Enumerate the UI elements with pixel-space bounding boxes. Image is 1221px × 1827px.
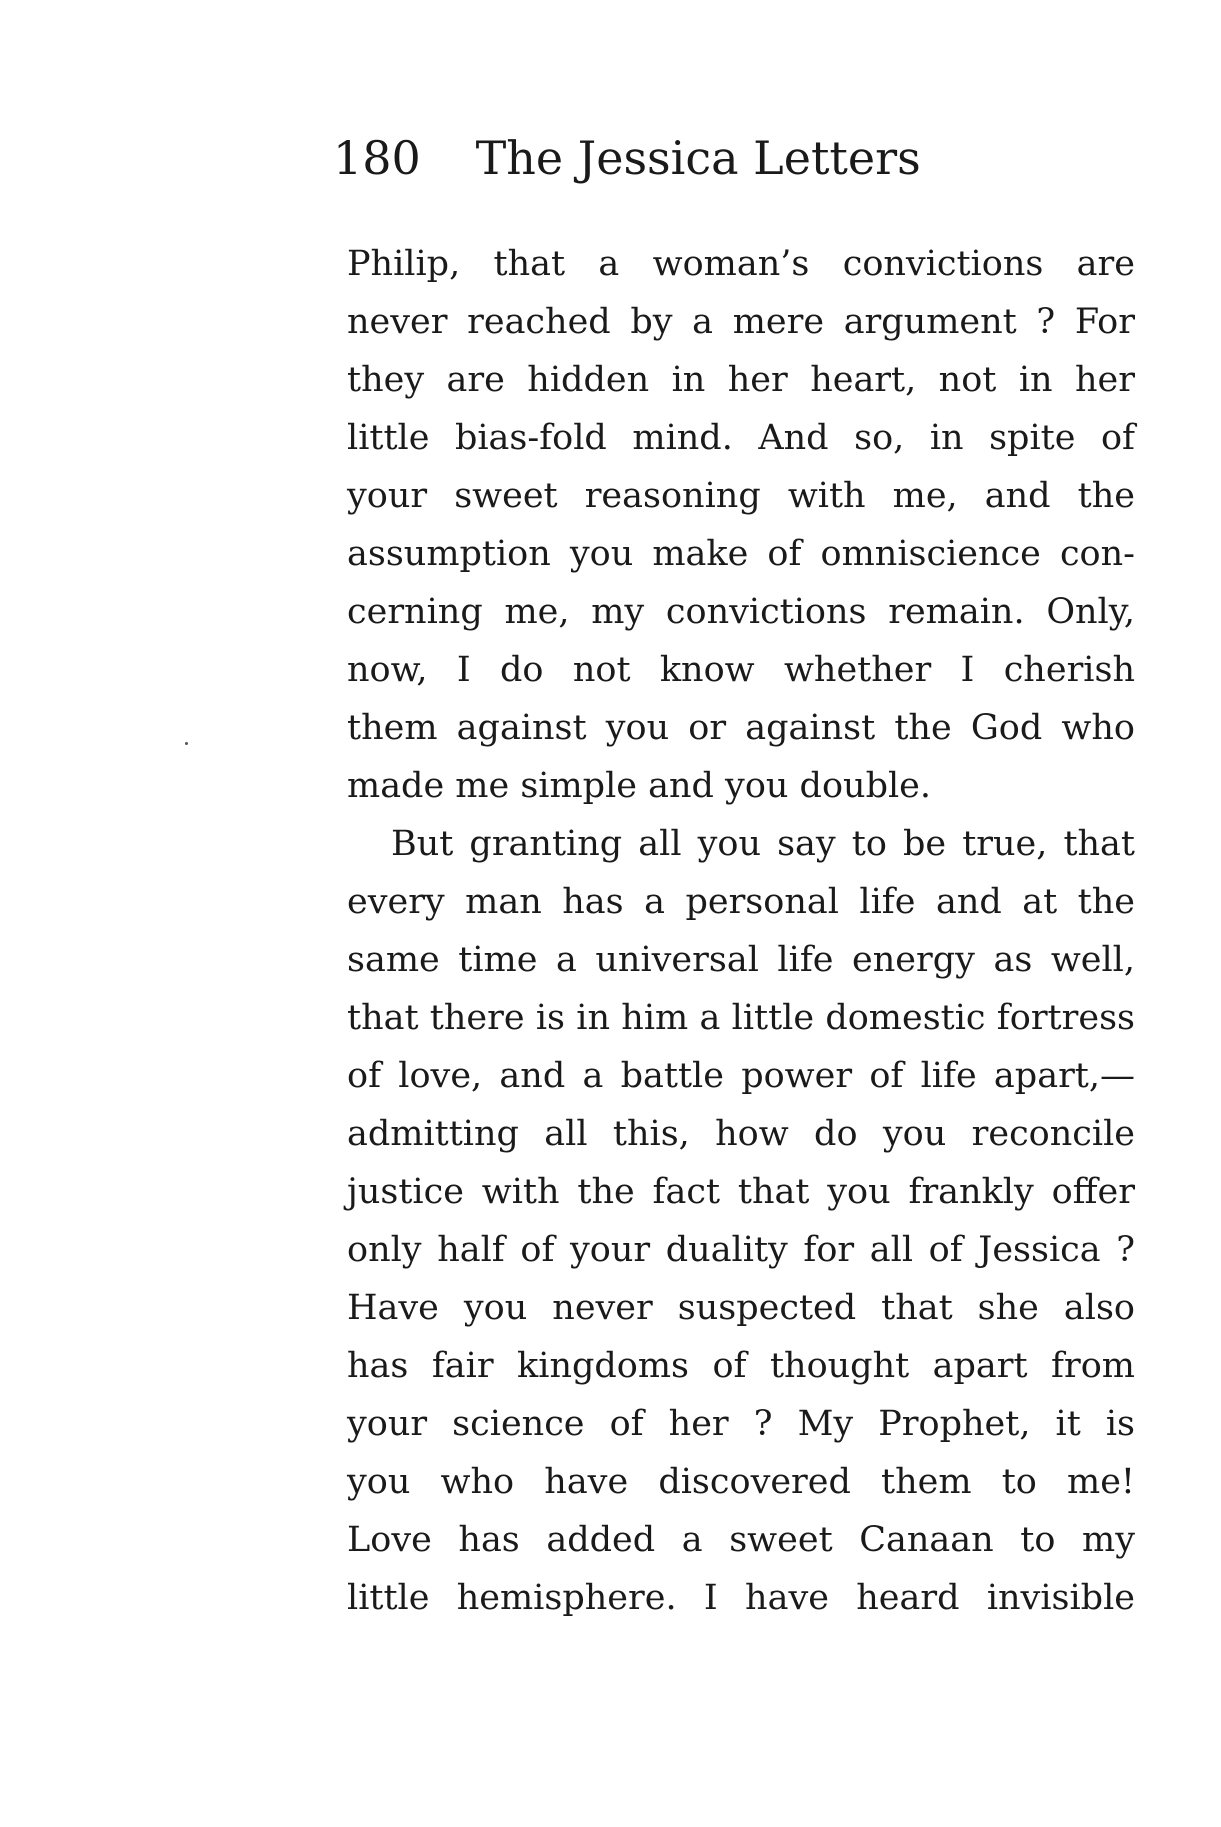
text-line: your sweet reasoning with me, and the (347, 476, 1135, 516)
text-line: But granting all you say to be true, that (391, 824, 1135, 864)
text-line: cerning me, my convictions remain. Only, (347, 592, 1135, 632)
running-head (333, 128, 973, 188)
text-line: never reached by a mere argument ? For (347, 302, 1135, 342)
text-line: of love, and a battle power of life apart,— (347, 1056, 1135, 1096)
text-line: Love has added a sweet Canaan to my (347, 1520, 1135, 1560)
page-number: 180 (333, 131, 421, 185)
text-line: little bias-fold mind. And so, in spite of (347, 418, 1135, 458)
text-line: admitting all this, how do you reconcile (347, 1114, 1135, 1154)
text-line: your science of her ? My Prophet, it is (347, 1404, 1135, 1444)
text-line: Have you never suspected that she also (347, 1288, 1135, 1328)
text-line: them against you or against the God who (347, 708, 1135, 748)
text-line: you who have discovered them to me! (347, 1462, 1135, 1502)
body-text (347, 235, 1135, 1627)
text-line: now, I do not know whether I cherish (347, 650, 1135, 690)
text-line: little hemisphere. I have heard invisible (347, 1578, 1135, 1618)
text-line: that there is in him a little domestic fortress (347, 998, 1135, 1038)
text-line: assumption you make of omniscience con- (347, 534, 1135, 574)
text-line: same time a universal life energy as well, (347, 940, 1135, 980)
book-title: The Jessica Letters (475, 131, 921, 185)
text-line: only half of your duality for all of Jessica ? (347, 1230, 1135, 1270)
text-line: has fair kingdoms of thought apart from (347, 1346, 1135, 1386)
text-line: every man has a personal life and at the (347, 882, 1135, 922)
text-line: justice with the fact that you frankly offer (347, 1172, 1135, 1212)
text-line: they are hidden in her heart, not in her (347, 360, 1135, 400)
scan-speck (185, 742, 188, 745)
text-line: Philip, that a woman’s convictions are (347, 244, 1135, 284)
text-line: made me simple and you double. (347, 766, 932, 806)
